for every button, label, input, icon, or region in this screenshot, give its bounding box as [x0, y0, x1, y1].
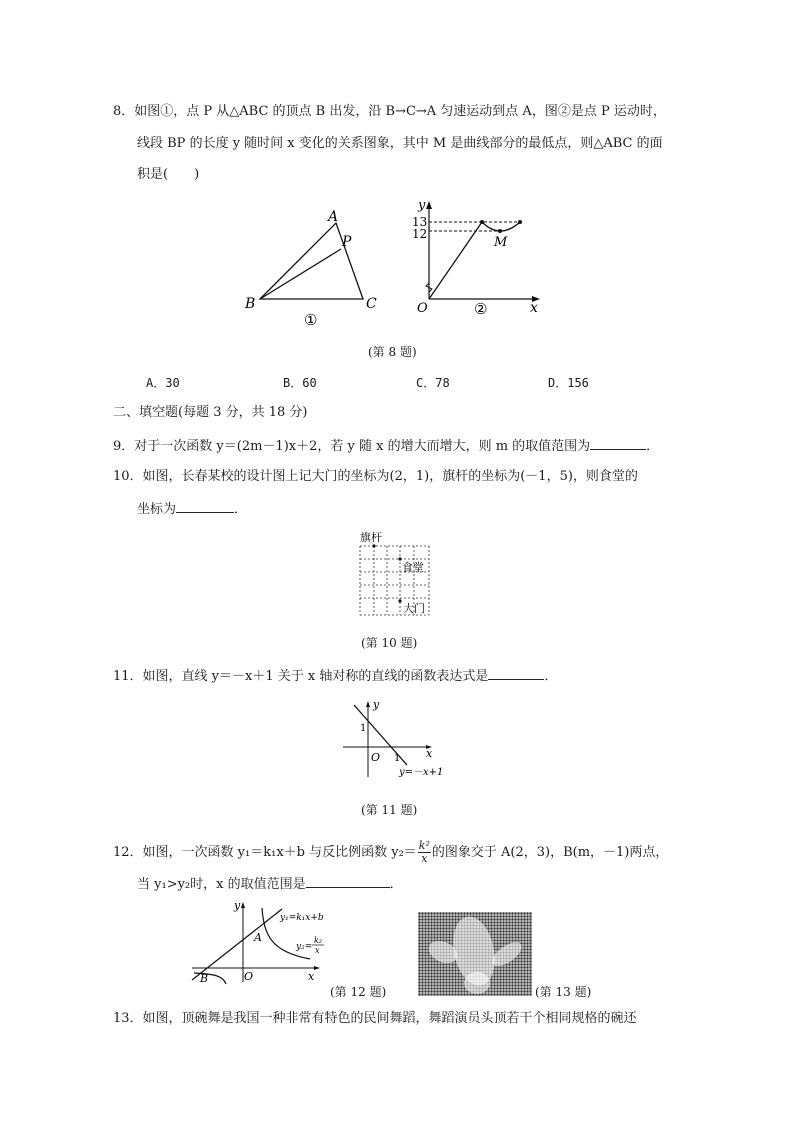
tick-13-label: 13 — [412, 215, 428, 229]
q8-caption: (第 8 题) — [368, 345, 417, 359]
gate-label: 大门 — [403, 602, 425, 615]
q8-line2: 线段 BP 的长度 y 随时间 x 变化的关系图象，其中 M 是曲线部分的最低点，则△ABC 的面 — [137, 136, 663, 151]
canteen-label: 食堂 — [402, 561, 424, 574]
q13-line1: 13．如图，顶碗舞是我国一种非常有特色的民间舞蹈，舞蹈演员头顶若干个相同规格的碗还 — [113, 1011, 637, 1026]
axis-x-label: x — [530, 300, 538, 316]
q12-caption: (第 12 题) — [330, 985, 387, 999]
vertex-a-label: A — [328, 209, 339, 225]
point-m-label: M — [494, 235, 508, 250]
origin-label: O — [371, 751, 381, 764]
q8-line1: 8．如图①，点 P 从△ABC 的顶点 B 出发，沿 B→C→A 匀速运动到点 A，图②是点 P 运动时， — [113, 104, 666, 119]
line-equation-label: y=－x+1 — [399, 767, 444, 778]
q12-line2-text: 当 y₁>y₂时，x 的取值范围是 — [137, 877, 306, 892]
axis-y-label: y — [373, 698, 380, 711]
line-y1 — [192, 909, 282, 980]
section-2-heading: 二、填空题(每题 3 分，共 18 分) — [113, 405, 308, 420]
y-axis-arrow — [426, 201, 432, 209]
q12-fraction-den: x — [421, 852, 428, 865]
figure2-number: ② — [474, 300, 488, 318]
graph-linear-part — [429, 222, 482, 299]
one-on-y-label: 1 — [360, 723, 367, 734]
q12-line2 — [137, 873, 403, 895]
label-y2-den: x — [315, 946, 320, 955]
label-y2-num: k₂ — [314, 936, 323, 945]
q12-text-a: 12．如图，一次函数 y₁＝k₁x＋b 与反比例函数 y₂＝ — [113, 845, 417, 860]
origin-label: O — [417, 301, 428, 316]
q11 — [113, 665, 557, 687]
q11-end: ． — [544, 669, 558, 684]
segment-bp — [260, 249, 341, 299]
q12-answer-blank[interactable] — [306, 873, 390, 888]
q8-option-b: B．60 — [283, 376, 317, 390]
q8-option-c: C．78 — [416, 376, 450, 390]
figure1-number: ① — [304, 311, 318, 329]
q10-line2-text: 坐标为 — [137, 502, 177, 517]
q10-line1: 10．如图，长春某校的设计图上记大门的坐标为(2，1)，旗杆的坐标为(－1，5)，则食堂的 — [113, 469, 638, 484]
q10-line2 — [137, 498, 247, 520]
q9-answer-blank[interactable] — [590, 435, 646, 450]
point-p-label: P — [342, 234, 352, 250]
q12-fraction — [418, 840, 431, 865]
axis-y-label: y — [234, 899, 241, 912]
q10-answer-blank[interactable] — [176, 498, 234, 513]
q8-option-a: A．30 — [146, 376, 180, 390]
tick-12-label: 12 — [412, 227, 428, 241]
label-y1: y₁=k₁x+b — [280, 913, 324, 923]
q8-figure2-graph — [412, 195, 562, 320]
q12-line1 — [113, 840, 668, 865]
q11-figure — [340, 695, 450, 785]
q9 — [113, 435, 659, 457]
q13-photo-bowl-dance — [418, 912, 532, 996]
q12-text-b: 的图象交于 A(2，3)，B(m，－1)两点， — [431, 845, 669, 860]
q9-text: 9．对于一次函数 y＝(2m－1)x＋2，若 y 随 x 的增大而增大，则 m 的取值范围为 — [113, 439, 591, 454]
vertex-b-label: B — [245, 296, 256, 312]
q8-line3: 积是( ) — [137, 167, 200, 182]
q10-caption: (第 10 题) — [361, 636, 418, 650]
q10-end: ． — [234, 502, 248, 517]
axis-x-label: x — [308, 970, 315, 983]
q12-figure — [190, 896, 330, 986]
q12-fraction-num: k² — [418, 839, 430, 852]
q9-end: ． — [646, 439, 660, 454]
q8-option-d: D．156 — [548, 376, 589, 390]
point-a-label: A — [254, 931, 262, 944]
q11-answer-blank[interactable] — [488, 665, 544, 680]
vertex-c-label: C — [366, 296, 377, 312]
point-b-label: B — [200, 972, 209, 985]
origin-label: O — [244, 970, 254, 983]
flagpole-label: 旗杆 — [360, 531, 382, 544]
label-y2-lhs: y₂= — [296, 942, 313, 952]
q8-figure1-triangle — [236, 205, 386, 335]
q10-grid-figure — [356, 530, 436, 620]
axis-y-label: y — [418, 198, 426, 213]
q11-text: 11．如图，直线 y＝－x＋1 关于 x 轴对称的直线的函数表达式是 — [113, 669, 489, 684]
one-on-x-label: 1 — [394, 753, 401, 764]
q13-caption: (第 13 题) — [535, 985, 592, 999]
axis-x-label: x — [426, 747, 433, 760]
q11-caption: (第 11 题) — [361, 803, 418, 817]
q12-end: ． — [389, 877, 403, 892]
